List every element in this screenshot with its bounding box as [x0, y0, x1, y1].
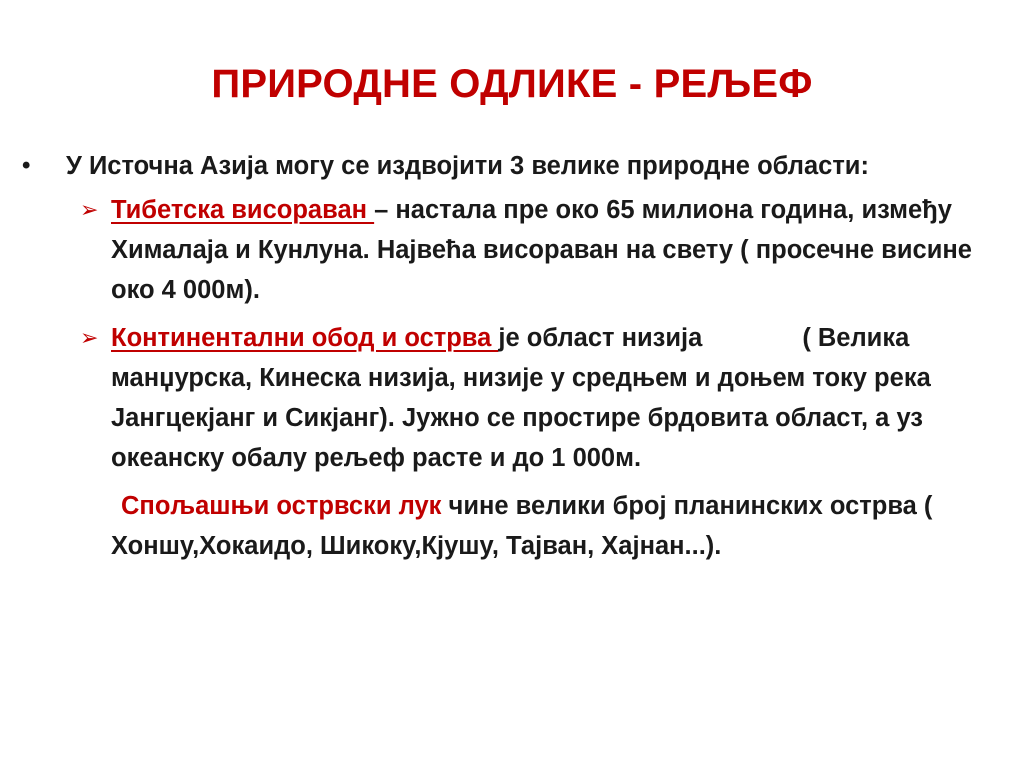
sub-bullet-item-tibet	[22, 190, 1001, 310]
tibet-description: – настала пре око 65 милиона година, између Хималаја и Кунлуна. Највећа висораван на свету ( просечне висине око 4 000м).	[111, 196, 972, 304]
term-tibet-plateau: Тибетска висораван	[111, 196, 375, 224]
slide-title: ПРИРОДНЕ ОДЛИКЕ - РЕЉЕФ	[211, 62, 813, 106]
slide-content	[22, 146, 1002, 566]
bullet-dot-icon: •	[22, 152, 31, 179]
bullet-item-intro	[22, 146, 926, 186]
continental-description-a: је област низија	[498, 324, 703, 352]
arrow-bullet-icon: ➢	[80, 325, 99, 350]
arrow-bullet-icon: ➢	[80, 197, 99, 222]
term-continental-rim: Континентални обод и острва	[111, 324, 499, 352]
sub-bullet-item-continental	[22, 318, 1001, 478]
intro-text: У Источна Азија могу се издвојити 3 велике природне области:	[66, 152, 869, 180]
paragraph-island-arc	[22, 486, 1001, 566]
term-island-arc: Спољашњи острвски лук	[121, 492, 442, 520]
island-arc-description: чине велики број планинских острва ( Хоншу,Хокаидо, Шикоку,Кјушу, Тајван, Хајнан...).	[111, 492, 933, 560]
continental-description-b: ( Велика манџурска, Кинеска низија, низије у средњем и доњем току река Јангцекјанг и Сикјанг). Јужно се простире брдовита област, а уз океанску обалу рељеф расте и до 1 000м.	[111, 324, 931, 472]
